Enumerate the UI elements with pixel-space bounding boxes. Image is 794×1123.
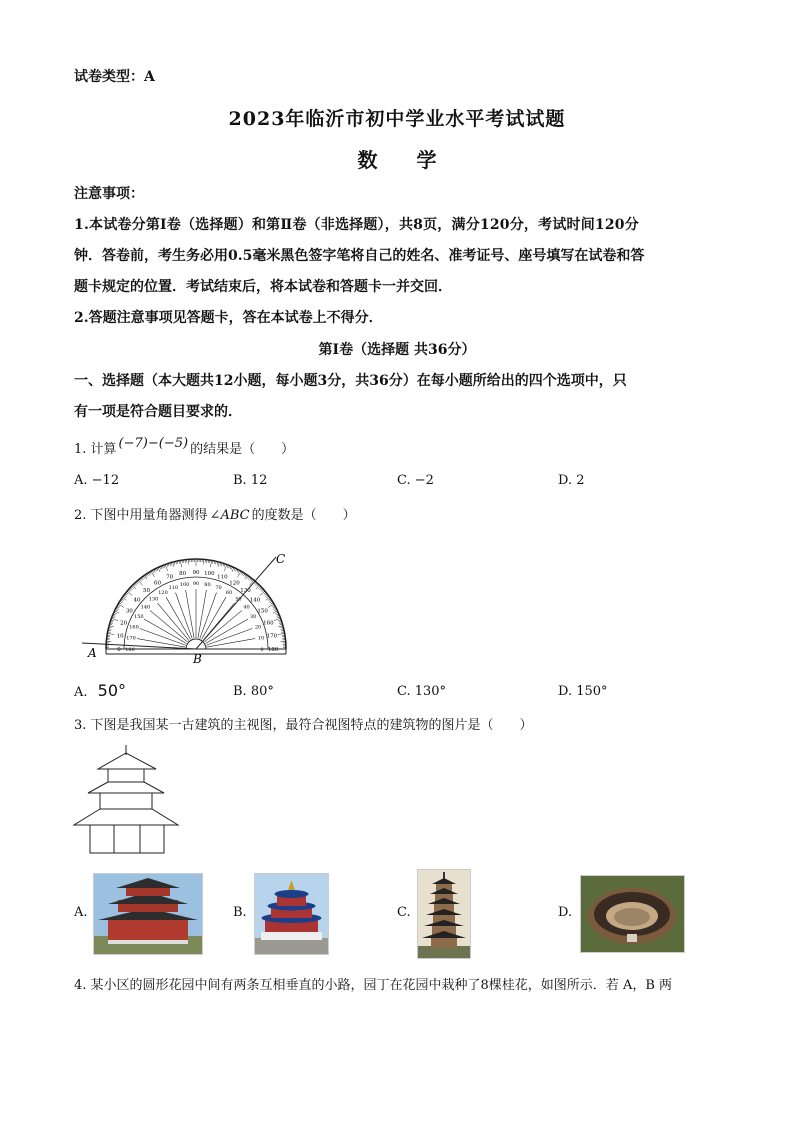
protractor-tick xyxy=(180,560,181,567)
protractor-tick xyxy=(151,571,155,577)
protractor-tick xyxy=(130,588,132,590)
point-a-label: A xyxy=(88,646,97,660)
protractor-outer-number: 30 xyxy=(125,608,133,615)
protractor-ray xyxy=(166,597,191,639)
protractor-outer-number: 10 xyxy=(116,633,124,640)
protractor-inner-number: 10 xyxy=(257,635,265,642)
protractor-outer-number: 20 xyxy=(120,620,128,627)
q2-suffix: 的度数是（ ） xyxy=(251,508,356,523)
protractor-tick xyxy=(126,592,128,594)
protractor-outer-number: 130 xyxy=(240,588,251,595)
q3-option-d-image[interactable] xyxy=(580,875,685,953)
q3-option-b-image[interactable] xyxy=(254,873,329,955)
protractor-inner-number: 110 xyxy=(168,584,179,591)
protractor-tick xyxy=(250,578,252,580)
protractor-inner-number: 140 xyxy=(140,604,151,611)
protractor-outer-number: 170 xyxy=(266,633,278,640)
protractor-inner-number: 70 xyxy=(215,584,222,591)
protractor-inner-number: 30 xyxy=(249,614,257,620)
q1-suffix: 的结果是（ ） xyxy=(190,442,295,457)
protractor-inner-number: 40 xyxy=(243,604,250,611)
protractor-inner-number: 150 xyxy=(134,614,144,620)
q1-option-a[interactable]: A. −12 xyxy=(74,473,120,488)
q4-stem: 4. 某小区的圆形花园中间有两条互相垂直的小路，园丁在花园中栽种了8棵桂花，如图所示．若 A，B 两 xyxy=(74,978,673,993)
q1-stem xyxy=(74,438,294,457)
protractor-outer-number: 50 xyxy=(143,588,151,595)
protractor-ray xyxy=(175,593,192,639)
protractor-inner-number: 160 xyxy=(129,624,139,631)
protractor-outer-number: 180 xyxy=(267,647,279,653)
protractor-outer-number: 100 xyxy=(204,571,215,578)
q3-option-c-image[interactable] xyxy=(417,869,471,959)
q3-option-a-label[interactable]: A. xyxy=(74,905,88,920)
protractor-ray xyxy=(157,603,188,641)
floor-middle xyxy=(100,793,152,809)
roof-middle xyxy=(88,782,164,793)
protractor-ray xyxy=(206,628,252,645)
protractor-ray xyxy=(207,639,255,648)
protractor-tick xyxy=(260,591,265,595)
q2-option-c[interactable]: C. 130° xyxy=(397,684,447,699)
protractor-outer-number: 90 xyxy=(192,570,200,576)
protractor-tick xyxy=(248,577,250,579)
protractor-tick xyxy=(118,604,124,608)
protractor-tick xyxy=(141,578,143,580)
protractor-tick xyxy=(173,562,174,567)
q2-prefix: 2. 下图中用量角器测得 xyxy=(74,508,208,523)
q2-stem xyxy=(74,504,356,523)
protractor-tick xyxy=(268,604,274,608)
q3-option-c-label[interactable]: C. xyxy=(397,905,411,920)
protractor-tick xyxy=(210,560,211,567)
protractor-inner-number: 80 xyxy=(204,582,211,589)
q1-option-d[interactable]: D. 2 xyxy=(558,473,585,488)
part1-instruction-line2: 有一项是符合题目要求的． xyxy=(74,404,242,420)
front-view-drawing xyxy=(70,743,185,858)
protractor-tick xyxy=(125,594,127,596)
q1-expression: (−7)−(−5) xyxy=(118,436,189,451)
protractor-tick xyxy=(260,588,262,590)
protractor-tick xyxy=(138,580,142,585)
protractor-outer-number: 120 xyxy=(229,580,240,587)
protractor-tick xyxy=(278,633,285,634)
part1-heading: 第Ⅰ卷（选择题 共36分） xyxy=(318,342,476,358)
q1-option-c[interactable]: C. −2 xyxy=(397,473,434,488)
q2-option-d[interactable]: D. 150° xyxy=(558,684,608,699)
notice-item1-line3: 题卡规定的位置．考试结束后，将本试卷和答题卡一并交回． xyxy=(74,279,452,295)
protractor-tick xyxy=(129,589,131,591)
protractor-tick xyxy=(131,586,133,588)
protractor-inner-number: 60 xyxy=(225,589,233,596)
q3-option-d-label[interactable]: D. xyxy=(558,905,573,920)
protractor-outer-number: 60 xyxy=(154,580,161,587)
protractor-tick xyxy=(143,576,145,578)
paper-type: 试卷类型：A xyxy=(74,69,155,85)
roof-bottom xyxy=(74,809,178,825)
protractor-tick xyxy=(265,594,267,596)
q3-stem: 3. 下图是我国某一古建筑的主视图，最符合视图特点的建筑物的图片是（ ） xyxy=(74,718,533,733)
protractor-tick xyxy=(136,582,138,584)
protractor-ray xyxy=(198,590,207,638)
protractor-ray xyxy=(140,628,186,645)
protractor-outer-number: 0 xyxy=(117,647,121,653)
q2-option-b[interactable]: B. 80° xyxy=(233,684,274,699)
protractor-ray xyxy=(204,610,242,641)
protractor xyxy=(106,559,286,654)
protractor-tick xyxy=(142,577,144,579)
protractor-tick xyxy=(128,590,130,592)
protractor-tick xyxy=(264,592,266,594)
q2-option-a-letter: A. xyxy=(74,685,88,700)
point-c-label: C xyxy=(276,552,286,566)
notice-item1-line1: 1.本试卷分第Ⅰ卷（选择题）和第Ⅱ卷（非选择题），共8页，满分120分，考试时间120分 xyxy=(74,217,639,233)
protractor-ray xyxy=(144,619,186,644)
part1-instruction-line1: 一、选择题（本大题共12小题，每小题3分，共36分）在每小题所给出的四个选项中，只 xyxy=(74,373,627,389)
notice-item2: 2.答题注意事项见答题卡，答在本试卷上不得分． xyxy=(74,310,383,326)
protractor-ray xyxy=(200,593,217,639)
q3-option-b-label[interactable]: B. xyxy=(233,905,247,920)
q1-prefix: 1. 计算 xyxy=(74,442,117,457)
protractor-outer-number: 110 xyxy=(217,574,228,581)
floor-bottom xyxy=(90,825,164,853)
protractor-tick xyxy=(256,584,258,586)
protractor-tick xyxy=(127,591,132,595)
protractor-tick xyxy=(238,571,242,577)
exam-title: 2023年临沂市初中学业水平考试试题 xyxy=(228,108,566,130)
q1-option-b[interactable]: B. 12 xyxy=(233,473,268,488)
protractor-ray xyxy=(186,590,195,638)
protractor-tick xyxy=(135,583,137,585)
protractor-tick xyxy=(262,590,264,592)
protractor-tick xyxy=(137,581,139,583)
protractor-inner-number: 180 xyxy=(125,647,135,653)
protractor-tick xyxy=(139,579,141,581)
protractor-outer-number: 160 xyxy=(263,620,274,627)
notice-heading: 注意事项： xyxy=(74,186,144,202)
protractor-tick xyxy=(278,626,283,627)
protractor-inner-number: 20 xyxy=(254,624,262,631)
protractor-inner-number: 130 xyxy=(148,596,159,603)
protractor-outer-number: 80 xyxy=(179,571,187,578)
notice-item1-line2: 钟．答卷前，考生务必用0.5毫米黑色签字笔将自己的姓名、准考证号、座号填写在试卷和答 xyxy=(74,248,645,264)
protractor-inner-number: 50 xyxy=(235,596,242,603)
floor-top xyxy=(108,769,144,782)
protractor-tick xyxy=(107,633,114,634)
protractor-inner-number: 120 xyxy=(158,589,168,596)
subject-title: 数 学 xyxy=(357,148,453,172)
protractor-tick xyxy=(255,583,257,585)
protractor-outer-number: 40 xyxy=(133,597,141,604)
protractor-tick xyxy=(259,586,261,588)
protractor-tick xyxy=(247,576,249,578)
protractor-tick xyxy=(218,562,219,567)
protractor-inner-number: 90 xyxy=(192,581,200,587)
protractor-tick xyxy=(133,584,135,586)
protractor-inner-number: 100 xyxy=(179,582,190,589)
protractor-tick xyxy=(109,626,114,627)
protractor-outer-number: 140 xyxy=(249,597,261,604)
protractor-ray xyxy=(150,610,188,641)
q2-option-a[interactable] xyxy=(74,681,126,700)
protractor-tick xyxy=(251,579,253,581)
q2-angle: ∠ABC xyxy=(209,508,250,523)
protractor-inner-number: 170 xyxy=(126,635,136,642)
protractor-outer-number: 70 xyxy=(166,574,174,581)
q3-option-a-image[interactable] xyxy=(93,873,203,955)
protractor-tick xyxy=(261,589,263,591)
protractor-tick xyxy=(265,595,267,597)
protractor-figure xyxy=(80,545,300,670)
protractor-tick xyxy=(123,596,125,598)
point-b-label: B xyxy=(193,652,202,666)
protractor-outer-number: 150 xyxy=(257,608,268,615)
protractor-tick xyxy=(124,595,126,597)
protractor-tick xyxy=(266,596,268,598)
protractor-inner-number: 0 xyxy=(260,647,264,653)
roof-top xyxy=(98,753,156,769)
q2-option-a-value: 50° xyxy=(97,681,127,700)
